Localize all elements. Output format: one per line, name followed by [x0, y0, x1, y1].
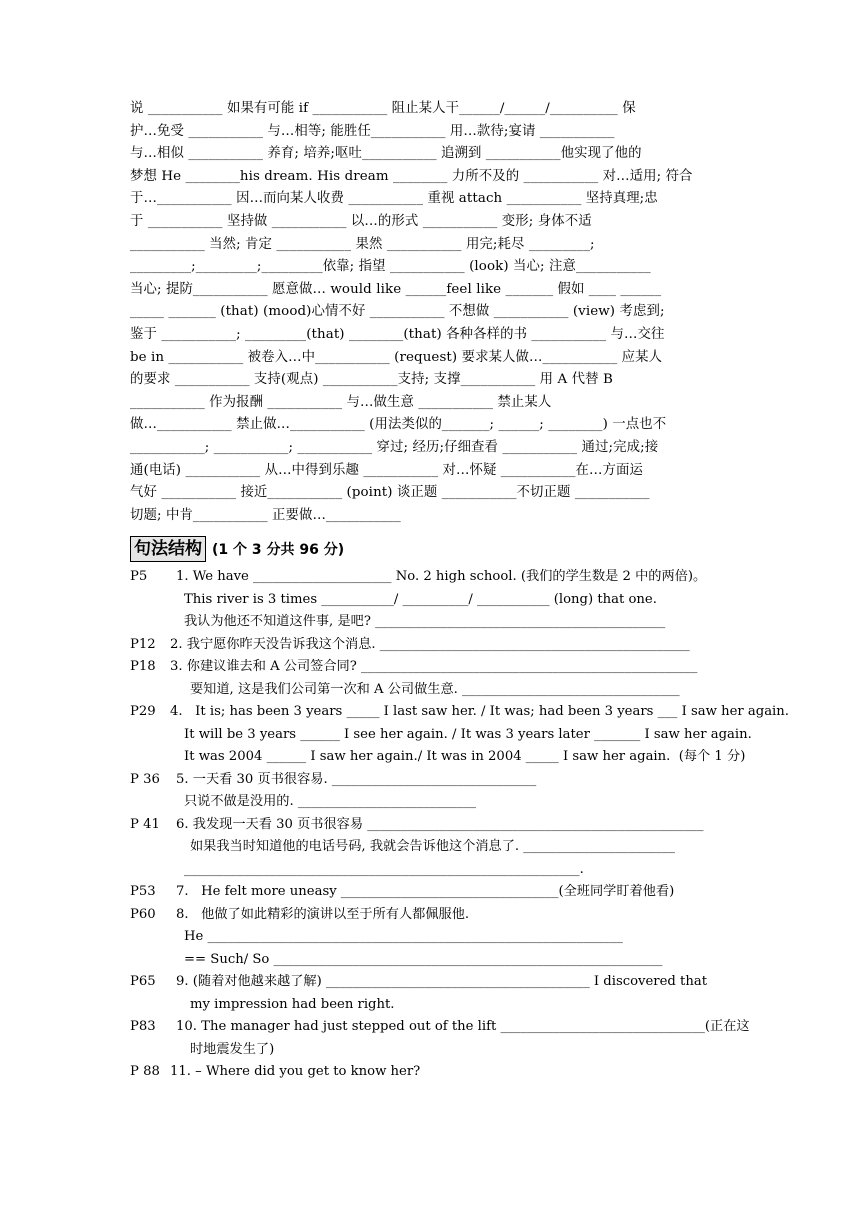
vocab-line: 通(电话) ___________ 从…中得到乐趣 ___________ 对…怀疑 ___________在…方面运 — [130, 462, 643, 478]
page-reference: P 88 — [130, 1064, 160, 1080]
vocab-line: 护…免受 ___________ 与…相等; 能胜任___________ 用…款待;宴请 ___________ — [130, 123, 615, 139]
question-line: It was 2004 ______ I saw her again./ It was in 2004 _____ I saw her again. (每个 1 分) — [184, 749, 746, 765]
question-line: 10. The manager had just stepped out of the lift _______________________________(正在这 — [176, 1019, 750, 1035]
vocab-line: 做…___________ 禁止做…___________ (用法类似的_______; ______; ________) 一点也不 — [130, 417, 667, 433]
vocab-line: 说 ___________ 如果有可能 if ___________ 阻止某人干______/______/__________ 保 — [130, 101, 636, 116]
question-item — [130, 881, 770, 904]
question-line: 6. 我发现一天看 30 页书很容易 ___________________________________________________ — [176, 816, 704, 832]
question-line: This river is 3 times ___________/ __________/ ___________ (long) that one. — [184, 591, 657, 607]
question-line: 1. We have _____________________ No. 2 high school. (我们的学生数是 2 中的两倍)。 — [176, 569, 707, 585]
vocab-line: 与…相似 ___________ 养育; 培养;呕吐___________ 追溯到 ___________他实现了他的 — [130, 146, 642, 162]
page-reference: P18 — [130, 659, 156, 675]
worksheet-page — [130, 98, 789, 1084]
question-line: 我认为他还不知道这件事, 是吧? ____________________________________________ — [184, 614, 666, 630]
question-item — [130, 1061, 770, 1084]
vocab-line: 鉴于 ___________; _________(that) ________(that) 各种各样的书 ___________ 与…交往 — [130, 326, 665, 342]
question-item — [130, 814, 770, 882]
vocabulary-fill-in-block — [130, 98, 770, 527]
vocab-line: be in ___________ 被卷入…中___________ (request) 要求某人做…___________ 应某人 — [130, 349, 663, 365]
question-line: He _______________________________________________________________ — [184, 929, 623, 945]
vocab-line: 的要求 ___________ 支持(观点) ___________支持; 支撑___________ 用 A 代替 B — [130, 372, 613, 388]
vocab-line: ___________; ___________; ___________ 穿过; 经历;仔细查看 ___________ 通过;完成;接 — [130, 439, 659, 455]
question-line: 如果我当时知道他的电话号码, 我就会告诉他这个消息了. _______________________ — [190, 839, 675, 855]
section-header — [130, 536, 770, 562]
question-line: == Such/ So ___________________________________________________________ — [184, 951, 663, 967]
question-line: 要知道, 这是我们公司第一次和 A 公司做生意. _________________________________ — [190, 681, 680, 697]
page-reference: P29 — [130, 704, 156, 720]
question-line: 8. 他做了如此精彩的演讲以至于所有人都佩服他. — [176, 906, 470, 922]
page-reference: P65 — [130, 974, 156, 990]
page-reference: P83 — [130, 1019, 156, 1035]
vocab-line: 梦想 He ________his dream. His dream ________ 力所不及的 ___________ 对…适用; 符合 — [130, 168, 693, 184]
question-line: 11. – Where did you get to know her? — [170, 1064, 421, 1080]
question-item — [130, 1016, 770, 1061]
question-line: 时地震发生了) — [190, 1041, 275, 1057]
section-title: 句法结构 — [130, 536, 206, 562]
question-item — [130, 566, 770, 634]
question-line: 9. (随着对他越来越了解) ________________________________________ I discovered that — [176, 974, 707, 990]
page-reference: P53 — [130, 884, 156, 900]
question-item — [130, 634, 770, 657]
page-reference: P5 — [130, 569, 148, 585]
question-line: my impression had been right. — [190, 996, 395, 1012]
vocab-line: 切题; 中肯___________ 正要做…___________ — [130, 507, 401, 523]
question-line: 3. 你建议谁去和 A 公司签合同? ___________________________________________________ — [170, 659, 698, 675]
vocab-line: ___________ 作为报酬 ___________ 与…做生意 ___________ 禁止某人 — [130, 394, 552, 410]
question-item — [130, 769, 770, 814]
vocab-line: 当心; 提防___________ 愿意做… would like ______feel like _______ 假如 ____ ______ — [130, 281, 662, 297]
question-line: 只说不做是没用的. ___________________________ — [184, 794, 476, 810]
section-score-note: (1 个 3 分共 96 分) — [212, 542, 345, 559]
vocab-line: 于…___________ 因…而向某人收费 ___________ 重视 attach ___________ 坚持真理;忠 — [130, 191, 658, 207]
question-item — [130, 701, 789, 769]
vocab-line: 于 ___________ 坚持做 ___________ 以…的形式 ___________ 变形; 身体不适 — [130, 213, 592, 229]
page-reference: P 36 — [130, 771, 160, 787]
question-line: 2. 我宁愿你昨天没告诉我这个消息. _______________________________________________ — [170, 636, 690, 652]
question-item — [130, 656, 770, 701]
question-line: It will be 3 years ______ I see her again. / It was 3 years later _______ I saw her again. — [184, 726, 752, 742]
question-item — [130, 904, 770, 972]
question-line: ____________________________________________________________. — [184, 861, 584, 877]
vocab-line: _________;_________;_________依靠; 指望 ___________ (look) 当心; 注意___________ — [130, 259, 651, 275]
vocab-line: _____ _______ (that) (mood)心情不好 ___________ 不想做 ___________ (view) 考虑到; — [130, 304, 665, 320]
page-reference: P12 — [130, 636, 156, 652]
question-item — [130, 971, 770, 1016]
question-line: 7. He felt more uneasy _________________________________(全班同学盯着他看) — [176, 884, 675, 900]
question-line: 4. It is; has been 3 years _____ I last saw her. / It was; had been 3 years ___ I saw her again. — [170, 704, 789, 720]
page-reference: P60 — [130, 906, 156, 922]
page-reference: P 41 — [130, 816, 160, 832]
vocab-line: 气好 ___________ 接近___________ (point) 谈正题 ___________不切正题 ___________ — [130, 485, 650, 501]
question-line: 5. 一天看 30 页书很容易. _______________________________ — [176, 771, 537, 787]
vocab-line: ___________ 当然; 肯定 ___________ 果然 ___________ 用完;耗尽 _________; — [130, 236, 595, 252]
